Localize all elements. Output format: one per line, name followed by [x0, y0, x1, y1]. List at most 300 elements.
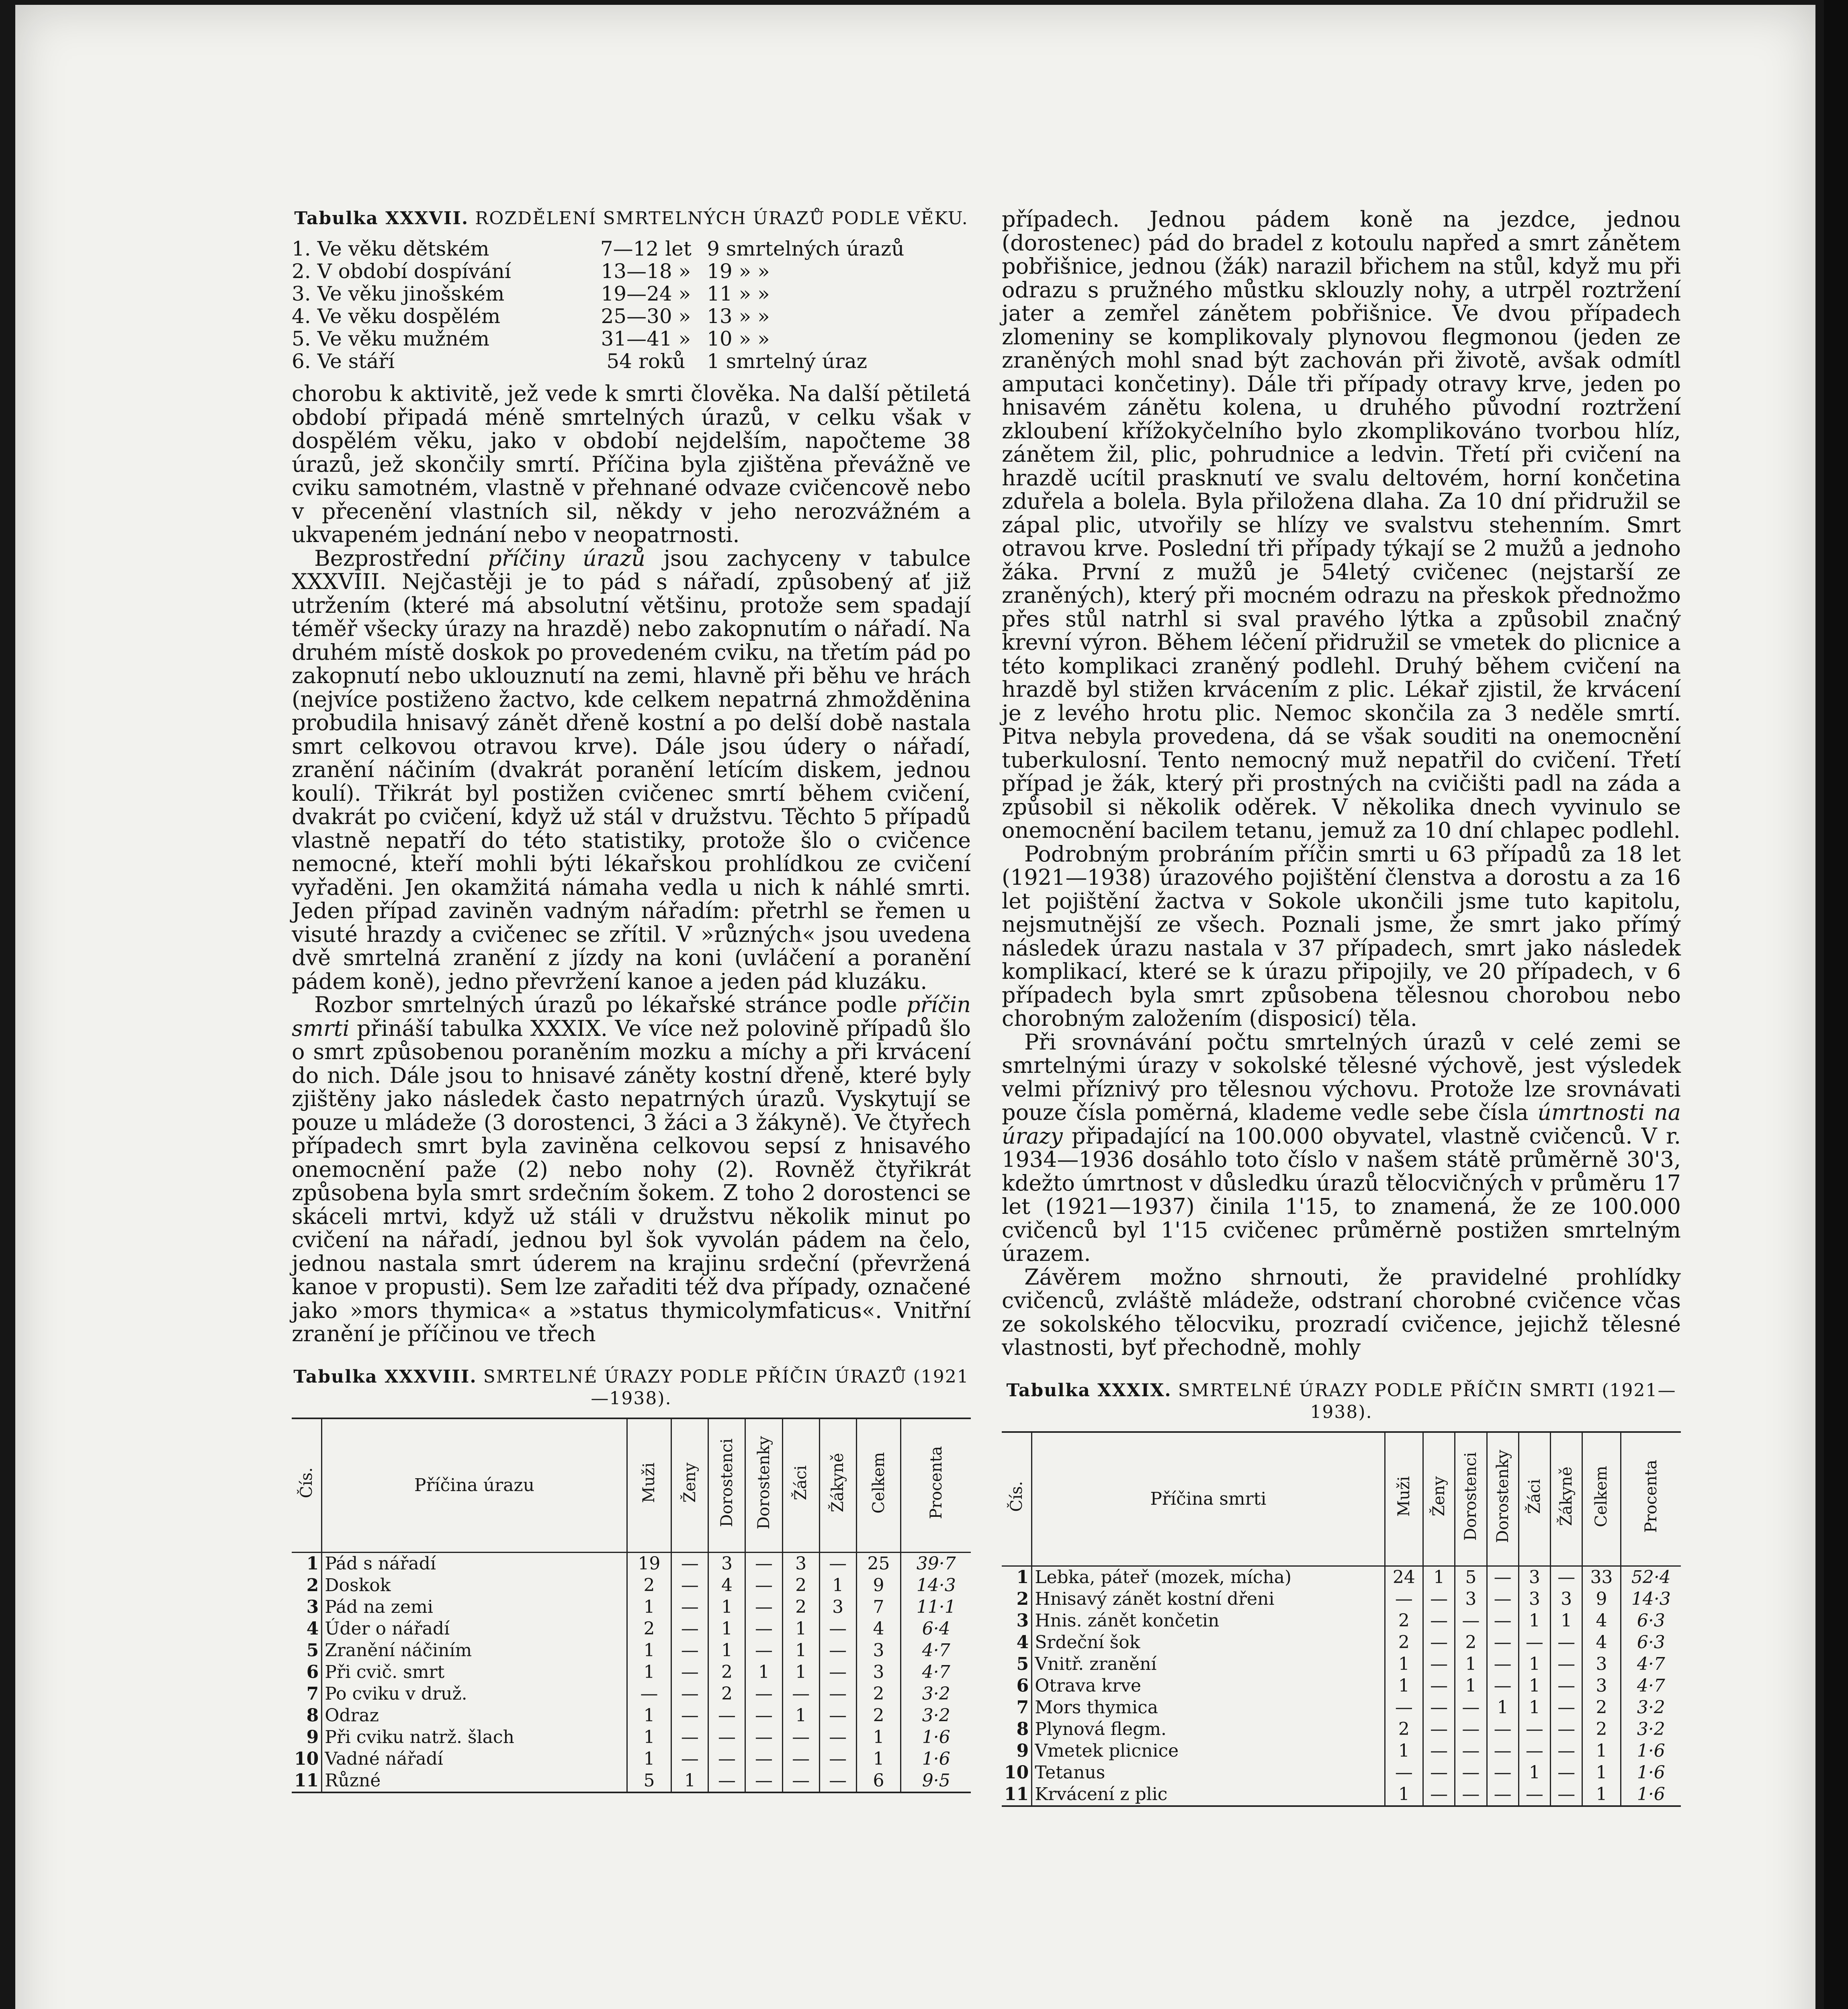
column-header [1487, 1432, 1519, 1566]
value-cell: — [745, 1727, 782, 1748]
paragraph: Závěrem možno shrnouti, že pravidelné prohlídky cvičenců, zvláště mládeže, odstraní chorobné cvičence včas ze sokolského tělocviku, prozradí cvičence, jejichž tělesné vlastnosti, byť přechodně, mohly [1002, 1264, 1681, 1360]
column-header-label: Dorostenci [717, 1438, 736, 1527]
cause-cell: Tetanus [1032, 1762, 1385, 1784]
value-cell: 1 [1385, 1740, 1423, 1762]
value-cell: — [1519, 1632, 1550, 1653]
column-header-label: Dorostenky [1493, 1449, 1512, 1543]
value-cell: — [1455, 1740, 1487, 1762]
value-cell: — [1423, 1762, 1455, 1784]
value-cell: 4 [708, 1575, 745, 1596]
value-cell: 2 [1385, 1610, 1423, 1632]
value-cell: — [1487, 1610, 1519, 1632]
value-cell: — [745, 1552, 782, 1575]
cause-cell: Plynová flegm. [1032, 1718, 1385, 1740]
value-cell: — [1551, 1697, 1582, 1718]
value-cell: 3·2 [901, 1705, 971, 1727]
table-row [1002, 1784, 1681, 1806]
column-header-label: Žákyně [1557, 1467, 1576, 1526]
value-cell: — [1385, 1588, 1423, 1610]
value-cell: 7 [856, 1596, 901, 1618]
value-cell: 5 [306, 1640, 319, 1661]
value-cell: 2 [708, 1683, 745, 1705]
value-cell: 2 [782, 1575, 819, 1596]
value-cell: 9·5 [901, 1770, 971, 1792]
cause-cell: Různé [322, 1770, 627, 1792]
value-cell: 2 [782, 1596, 819, 1618]
column-header [1551, 1432, 1582, 1566]
table-row [292, 305, 971, 327]
column-header-label: Procenta [927, 1446, 945, 1519]
value-cell: — [1423, 1675, 1455, 1697]
value-cell: — [1423, 1718, 1455, 1740]
value-cell: 2 [306, 1575, 319, 1596]
age-range: 54 roků [606, 350, 686, 373]
value-cell: — [1487, 1740, 1519, 1762]
cause-cell: Úder o nářadí [322, 1618, 627, 1640]
value-cell: 6·3 [1621, 1610, 1681, 1632]
age-range: 31—41 » [601, 327, 691, 350]
table-39-death-causes [1002, 1431, 1681, 1807]
value-cell: — [1551, 1675, 1582, 1697]
value-cell: — [627, 1683, 671, 1705]
injury-count: 13 » » [707, 305, 770, 328]
value-cell: 1 [1519, 1762, 1550, 1784]
value-cell: 4·7 [1621, 1653, 1681, 1675]
column-header-label: Čís. [1007, 1481, 1026, 1512]
table-row [292, 1575, 971, 1596]
column-header [819, 1418, 856, 1553]
cause-cell: Zranění náčiním [322, 1640, 627, 1661]
value-cell: — [782, 1748, 819, 1770]
value-cell: 11 [1004, 1784, 1029, 1804]
column-header [1519, 1432, 1550, 1566]
value-cell: 2 [1385, 1718, 1423, 1740]
table-row [292, 350, 971, 372]
table-row [292, 282, 971, 305]
value-cell: — [745, 1705, 782, 1727]
value-cell: 1 [627, 1661, 671, 1683]
value-cell: — [745, 1770, 782, 1792]
cause-cell: Při cviku natrž. šlach [322, 1727, 627, 1748]
paragraph: Při srovnávání počtu smrtelných úrazů v celé zemi se smrtelnými úrazy v sokolské tělesné výchově, jest výsledek velmi příznivý pro tělesnou výchovu. Protože lze srovnávati pouze čísla poměrná, klademe vedle sebe čísla úmrtnosti na úrazy připadající na 100.000 obyvatel, vlastně cvičenců. V r. 1934—1936 dosáhlo toto číslo v našem státě průměrně 30'3, kdežto úmrtnost v důsledku úrazů tělocvičných v průměru 17 let (1921—1937) činila 1'15, to znamená, že ze 100.000 cvičenců byl 1'15 cvičenec průměrně postižen smrtelným úrazem. [1002, 1029, 1681, 1266]
table-row [292, 1552, 971, 1575]
value-cell: — [1423, 1653, 1455, 1675]
cause-cell: Pád na zemi [322, 1596, 627, 1618]
age-label: 1. Ve věku dětském [292, 237, 489, 260]
value-cell: 8 [1016, 1718, 1029, 1739]
column-header [1621, 1432, 1681, 1566]
value-cell: 3 [1551, 1588, 1582, 1610]
value-cell: 3 [782, 1552, 819, 1575]
value-cell: — [782, 1727, 819, 1748]
table-row [292, 1661, 971, 1683]
value-cell: 1 [1455, 1675, 1487, 1697]
table-row [1002, 1588, 1681, 1610]
value-cell: 33 [1582, 1566, 1621, 1588]
age-label: 4. Ve věku dospělém [292, 305, 501, 328]
value-cell: 1 [1385, 1675, 1423, 1697]
value-cell: — [708, 1748, 745, 1770]
value-cell: 4·7 [901, 1640, 971, 1661]
value-cell: 1 [627, 1748, 671, 1770]
table-row [1002, 1762, 1681, 1784]
value-cell: 1 [708, 1596, 745, 1618]
column-header [745, 1418, 782, 1553]
value-cell: 10 [1004, 1762, 1029, 1783]
value-cell: 3 [1016, 1610, 1029, 1631]
table-39-caption: Tabulka XXXIX. SMRTELNÉ ÚRAZY PODLE PŘÍČIN SMRTI (1921—1938). [1006, 1380, 1676, 1422]
value-cell: — [708, 1705, 745, 1727]
value-cell: — [671, 1618, 708, 1640]
age-label: 2. V období dospívání [292, 260, 511, 283]
column-header-label: Procenta [1641, 1460, 1660, 1533]
value-cell: 9 [1016, 1740, 1029, 1761]
injury-count: 10 » » [707, 327, 770, 350]
value-cell: — [745, 1640, 782, 1661]
table-row [292, 327, 971, 350]
value-cell: 1·6 [901, 1748, 971, 1770]
value-cell: 3·2 [1621, 1697, 1681, 1718]
age-label: 6. Ve stáří [292, 350, 395, 373]
value-cell: — [671, 1705, 708, 1727]
value-cell: — [1455, 1610, 1487, 1632]
value-cell: 3 [856, 1661, 901, 1683]
table-38-injury-causes [292, 1418, 971, 1793]
value-cell: — [1487, 1653, 1519, 1675]
value-cell: 1 [1487, 1697, 1519, 1718]
value-cell: — [745, 1596, 782, 1618]
table-row [1002, 1653, 1681, 1675]
column-header-label: Muži [1394, 1476, 1413, 1517]
table-row [292, 1748, 971, 1770]
table-row [1002, 1718, 1681, 1740]
value-cell: 4 [856, 1618, 901, 1640]
paragraph: Rozbor smrtelných úrazů po lékařské stránce podle příčin smrti přináší tabulka XXXIX. Ve více než polovině případů šlo o smrt způsobenou poraněním mozku a míchy a při krvácení do nich. Dále jsou to hnisavé záněty kostní dřeně, které byly zjištěny jako následek často nepatrných úrazů. Vyskytují se pouze u mládeže (3 dorostenci, 3 žáci a 3 žákyně). Ve čtyřech případech smrt byla zaviněna celkovou sepsí z hnisavého onemocnění paže (2) nebo nohy (2). Rovněž čtyřikrát způsobena byla smrt srdečním šokem. Z toho 2 dorostenci se skáceli mrtvi, když už stáli v družstvu několik minut po cvičení na nářadí, jednou byl šok vyvolán pádem na čelo, jednou nastala smrt úderem na krajinu srdeční (převržená kanoe v propusti). Sem lze zařaditi též dva případy, označené jako »mors thymica« a »status thymicolymfaticus«. Vnitřní zranění je příčinou ve třech [292, 992, 971, 1346]
value-cell: 3 [1519, 1566, 1550, 1588]
value-cell: — [1487, 1762, 1519, 1784]
column-header [708, 1418, 745, 1553]
column-header [1385, 1432, 1423, 1566]
cause-cell: Doskok [322, 1575, 627, 1596]
value-cell: 4·7 [1621, 1675, 1681, 1697]
value-cell: 5 [627, 1770, 671, 1792]
value-cell: — [1487, 1718, 1519, 1740]
value-cell: 1 [1582, 1784, 1621, 1806]
value-cell: — [745, 1618, 782, 1640]
value-cell: — [1423, 1740, 1455, 1762]
value-cell: 7 [1016, 1697, 1029, 1718]
age-range: 7—12 let [600, 237, 692, 260]
value-cell: — [819, 1727, 856, 1748]
value-cell: — [671, 1727, 708, 1748]
value-cell: — [1455, 1784, 1487, 1806]
cause-cell: Vadné nářadí [322, 1748, 627, 1770]
value-cell: — [1519, 1784, 1550, 1806]
value-cell: — [745, 1683, 782, 1705]
value-cell: 1 [782, 1661, 819, 1683]
column-header-label: Muži [640, 1462, 659, 1503]
header-row [1002, 1432, 1681, 1566]
cause-cell: Vmetek plicnice [1032, 1740, 1385, 1762]
value-cell: — [1385, 1762, 1423, 1784]
value-cell: — [1551, 1762, 1582, 1784]
paragraph: Podrobným probráním příčin smrti u 63 případů za 18 let (1921—1938) úrazového pojištění členstva a dorostu a za 16 let pojištění žactva v Sokole ukončili jsme tuto kapitolu, nejsmutnější ze všech. Poznali jsme, že smrt jako přímý následek úrazu nastala v 37 případech, smrt jako následek komplikací, které se k úrazu připojily, ve 20 případech, v 6 případech byla smrt způsobena tělesnou chorobou nebo chorobným založením (disposicí) těla. [1002, 841, 1681, 1031]
value-cell: 7 [306, 1683, 319, 1704]
value-cell: 9 [1582, 1588, 1621, 1610]
value-cell: — [1455, 1718, 1487, 1740]
column-header-label: Celkem [869, 1452, 888, 1514]
value-cell: 2 [856, 1705, 901, 1727]
cause-cell: Lebka, páteř (mozek, mícha) [1032, 1566, 1385, 1588]
value-cell: — [708, 1770, 745, 1792]
value-cell: — [1551, 1632, 1582, 1653]
value-cell: 6 [306, 1661, 319, 1682]
value-cell: 1 [1582, 1762, 1621, 1784]
value-cell: 24 [1385, 1566, 1423, 1588]
value-cell: 8 [306, 1705, 319, 1726]
column-header [856, 1418, 901, 1553]
value-cell: — [1487, 1566, 1519, 1588]
value-cell: — [1519, 1718, 1550, 1740]
value-cell: 2 [1582, 1697, 1621, 1718]
value-cell: — [1423, 1784, 1455, 1806]
value-cell: — [1551, 1718, 1582, 1740]
value-cell: 1 [782, 1705, 819, 1727]
value-cell: 4·7 [901, 1661, 971, 1683]
age-label: 3. Ve věku jinošském [292, 282, 505, 305]
value-cell: — [819, 1683, 856, 1705]
value-cell: — [1487, 1588, 1519, 1610]
column-header-label: Dorostenci [1461, 1452, 1480, 1541]
value-cell: 6 [1016, 1675, 1029, 1696]
injury-count: 11 » » [707, 282, 770, 305]
column-header [782, 1418, 819, 1553]
value-cell: — [671, 1683, 708, 1705]
value-cell: 1 [1519, 1675, 1550, 1697]
cause-cell: Vnitř. zranění [1032, 1653, 1385, 1675]
value-cell: — [671, 1661, 708, 1683]
value-cell: 3 [1582, 1653, 1621, 1675]
value-cell: — [671, 1748, 708, 1770]
value-cell: 1 [627, 1727, 671, 1748]
cause-cell: Pád s nářadí [322, 1552, 627, 1575]
value-cell: 1 [1016, 1567, 1029, 1588]
column-header [901, 1418, 971, 1553]
value-cell: — [1487, 1632, 1519, 1653]
value-cell: — [819, 1705, 856, 1727]
value-cell: 14·3 [1621, 1588, 1681, 1610]
cause-cell: Odraz [322, 1705, 627, 1727]
table-row [1002, 1697, 1681, 1718]
value-cell: 4 [1582, 1610, 1621, 1632]
injury-count: 1 smrtelný úraz [707, 350, 868, 373]
table-row [1002, 1632, 1681, 1653]
header-row [292, 1418, 971, 1553]
column-header-label: Ženy [1430, 1476, 1449, 1516]
paragraph: případech. Jednou pádem koně na jezdce, jednou (dorostenec) pád do bradel z kotoulu napřed a smrt zánětem pobřišnice, jednou (žák) narazil břichem na stůl, když mu při odrazu s pružného můstku sklouzly nohy, a utrpěl roztržení jater a zemřel zánětem pobřišnice. Ve dvou případech zlomeniny se komplikovaly plynovou flegmonou (jeden ze zraněných mohl snad být zachován při životě, avšak odmítl amputaci končetiny). Dále tři případy otravy krve, jeden po hnisavém zánětu kolena, u druhého původní roztržení zkloubení křížokyčelního bylo zkomplikováno tvorbou hlíz, zánětem žil, plic, pohrudnice a ledvin. Třetí při cvičení na hrazdě ucítil prasknutí ve svalu deltovém, horní končetina zduřela a bolela. Byla přiložena dlaha. Za 10 dní přidružil se zápal plic, utvořily se hlízy ve svalstvu stehenním. Smrt otravou krve. Poslední tři případy týkají se 2 mužů a jednoho žáka. První z mužů je 54letý cvičenec (nejstarší ze zraněných), který při mocném odrazu na přeskok přednožmo přes stůl natrhl si sval pravého lýtka a způsobil značný krevní výron. Během léčení přidružil se vmetek do plicnice a této komplikaci zraněný podlehl. Druhý během cvičení na hrazdě byl stižen krvácením z plic. Lékař zjistil, že krvácení je z levého hrotu plic. Nemoc skončila za 3 neděle smrtí. Pitva nebyla provedena, dá se však souditi na onemocnění tuberkulosní. Tento nemocný muž nepatřil do cvičení. Třetí případ je žák, který při prostných na cvičišti padl na záda a způsobil si několik oděrek. V několika dnech vyvinulo se onemocnění bacilem tetanu, jemuž za 10 dní chlapec podlehl. [1002, 207, 1681, 843]
cause-cell: Krvácení z plic [1032, 1784, 1385, 1806]
table-row [292, 1770, 971, 1792]
value-cell: — [671, 1575, 708, 1596]
value-cell: 10 [294, 1748, 319, 1769]
value-cell: 1·6 [901, 1727, 971, 1748]
table-37-age-distribution [292, 237, 971, 372]
value-cell: — [671, 1596, 708, 1618]
table-row [292, 1705, 971, 1727]
value-cell: — [1423, 1697, 1455, 1718]
value-cell: — [1519, 1740, 1550, 1762]
value-cell: — [819, 1640, 856, 1661]
value-cell: — [745, 1748, 782, 1770]
age-range: 19—24 » [601, 282, 691, 305]
table-row [292, 1618, 971, 1640]
table-row [292, 1640, 971, 1661]
value-cell: 2 [1455, 1632, 1487, 1653]
value-cell: 3 [856, 1640, 901, 1661]
value-cell: — [819, 1661, 856, 1683]
value-cell: — [819, 1552, 856, 1575]
value-cell: 2 [1582, 1718, 1621, 1740]
value-cell: 1 [1551, 1610, 1582, 1632]
age-label: 5. Ve věku mužném [292, 327, 489, 350]
value-cell: — [782, 1770, 819, 1792]
value-cell: — [782, 1683, 819, 1705]
value-cell: — [1455, 1697, 1487, 1718]
value-cell: 2 [1385, 1632, 1423, 1653]
value-cell: — [1385, 1697, 1423, 1718]
right-column [1002, 208, 1681, 1807]
column-header [627, 1418, 671, 1553]
value-cell: 2 [627, 1575, 671, 1596]
cause-cell: Hnis. zánět končetin [1032, 1610, 1385, 1632]
value-cell: 3 [306, 1596, 319, 1617]
table-row [292, 260, 971, 282]
value-cell: 4 [1582, 1632, 1621, 1653]
column-header [1455, 1432, 1487, 1566]
column-header-label: Žákyně [829, 1453, 847, 1512]
age-range: 25—30 » [601, 305, 691, 328]
value-cell: 2 [708, 1661, 745, 1683]
value-cell: 39·7 [901, 1552, 971, 1575]
column-header-label: Ženy [680, 1463, 699, 1503]
value-cell: — [819, 1618, 856, 1640]
value-cell: 1·6 [1621, 1784, 1681, 1806]
value-cell: 1 [1519, 1653, 1550, 1675]
value-cell: — [1487, 1675, 1519, 1697]
table-row [1002, 1566, 1681, 1588]
column-header-label: Žáci [792, 1465, 810, 1500]
paragraph: Bezprostřední příčiny úrazů jsou zachyceny v tabulce XXXVIII. Nejčastěji je to pád s nářadí, způsobený ať již utržením (které má absolutní většinu, protože sem spadají téměř všecky úrazy na hrazdě) nebo zakopnutím o nářadí. Na druhém místě doskok po provedeném cviku, na třetím pád po zakopnutí nebo uklouznutí na zemi, hlavně při běhu ve hrách (nejvíce postiženo žactvo, kde celkem nepatrná zhmožděnina probudila hnisavý zánět dřeně kostní a po delší době nastala smrt celkovou otravou krve). Dále jsou údery o nářadí, zranění náčiním (dvakrát poranění letícím diskem, jednou koulí). Třikrát byl postižen cvičenec smrtí během cvičení, dvakrát po cvičení, když už stál v družstvu. Těchto 5 případů vlastně nepatří do této statistiky, protože šlo o cvičence nemocné, kteří mohli býti lékařskou prohlídkou ze cvičení vyřaděni. Jen okamžitá námaha vedla u nich k náhlé smrti. Jeden případ zaviněn vadným nářadím: přetrhl se řemen u visuté hrazdy a cvičenec se zřítil. V »různých« jsou uvedena dvě smrtelná zranění z jízdy na koni (uvláčení a poranění pádem koně), jedno převržení kanoe a jeden pád kluzáku. [292, 545, 971, 994]
value-cell: 5 [1455, 1566, 1487, 1588]
value-cell: — [1423, 1610, 1455, 1632]
paragraph: chorobu k aktivitě, jež vede k smrti člověka. Na další pětiletá období připadá méně smrtelných úrazů, v celku však v dospělém věku, jako v období nejdelším, napočteme 38 úrazů, jež skončily smrtí. Příčina byla zjištěna převážně ve cviku samotném, vlastně v přehnané odvaze cvičencově nebo v přecenění vlastních sil, někdy v jeho nerozvážném a ukvapeném jednání nebo v neopatrnosti. [292, 381, 971, 547]
value-cell: 5 [1016, 1653, 1029, 1674]
value-cell: — [1423, 1588, 1455, 1610]
column-header [1582, 1432, 1621, 1566]
value-cell: 9 [306, 1727, 319, 1747]
value-cell: 9 [856, 1575, 901, 1596]
value-cell: 1 [782, 1618, 819, 1640]
cause-cell: Mors thymica [1032, 1697, 1385, 1718]
value-cell: — [1551, 1740, 1582, 1762]
table-row [292, 1727, 971, 1748]
value-cell: — [1487, 1784, 1519, 1806]
cause-cell: Při cvič. smrt [322, 1661, 627, 1683]
value-cell: 11·1 [901, 1596, 971, 1618]
column-header-label: Dorostenky [755, 1436, 773, 1530]
column-header [1423, 1432, 1455, 1566]
column-header [292, 1418, 322, 1553]
value-cell: — [819, 1748, 856, 1770]
column-header-label: Čís. [297, 1467, 316, 1498]
value-cell: 1 [1519, 1697, 1550, 1718]
value-cell: 3 [1582, 1675, 1621, 1697]
value-cell: 1·6 [1621, 1762, 1681, 1784]
table-row [1002, 1610, 1681, 1632]
value-cell: — [708, 1727, 745, 1748]
value-cell: 1 [627, 1640, 671, 1661]
value-cell: — [819, 1770, 856, 1792]
value-cell: 4 [306, 1618, 319, 1639]
value-cell: 3 [708, 1552, 745, 1575]
value-cell: 1 [856, 1748, 901, 1770]
value-cell: 1 [708, 1618, 745, 1640]
value-cell: 1·6 [1621, 1740, 1681, 1762]
value-cell: 11 [294, 1770, 319, 1791]
table-row [292, 237, 971, 260]
table-row [292, 1683, 971, 1705]
scan-edge-right [1824, 0, 1848, 2009]
value-cell: 1 [1385, 1784, 1423, 1806]
value-cell: 1 [1582, 1740, 1621, 1762]
value-cell: 1 [1423, 1566, 1455, 1588]
value-cell: 6·4 [901, 1618, 971, 1640]
value-cell: — [671, 1640, 708, 1661]
left-column [292, 208, 971, 1793]
table-row [292, 1596, 971, 1618]
value-cell: 3 [819, 1596, 856, 1618]
value-cell: 25 [856, 1552, 901, 1575]
value-cell: 52·4 [1621, 1566, 1681, 1588]
column-header-label: Příčina úrazu [414, 1475, 534, 1495]
value-cell: 1 [671, 1770, 708, 1792]
value-cell: 3 [1519, 1588, 1550, 1610]
value-cell: 4 [1016, 1632, 1029, 1653]
value-cell: 1 [782, 1640, 819, 1661]
value-cell: 1 [627, 1705, 671, 1727]
value-cell: 1 [1519, 1610, 1550, 1632]
value-cell: 3·2 [1621, 1718, 1681, 1740]
value-cell: 6 [856, 1770, 901, 1792]
cause-cell: Po cviku v druž. [322, 1683, 627, 1705]
injury-count: 19 » » [707, 260, 770, 283]
value-cell: — [1551, 1653, 1582, 1675]
value-cell: 2 [627, 1618, 671, 1640]
injury-count: 9 smrtelných úrazů [707, 237, 905, 260]
value-cell: 2 [1016, 1588, 1029, 1609]
column-header [1032, 1432, 1385, 1566]
value-cell: 2 [856, 1683, 901, 1705]
value-cell: — [745, 1575, 782, 1596]
cause-cell: Srdeční šok [1032, 1632, 1385, 1653]
column-header-label: Celkem [1592, 1465, 1611, 1527]
cause-cell: Otrava krve [1032, 1675, 1385, 1697]
value-cell: — [671, 1552, 708, 1575]
value-cell: 1 [856, 1727, 901, 1748]
value-cell: 1 [306, 1553, 319, 1574]
value-cell: 14·3 [901, 1575, 971, 1596]
value-cell: 1 [1385, 1653, 1423, 1675]
